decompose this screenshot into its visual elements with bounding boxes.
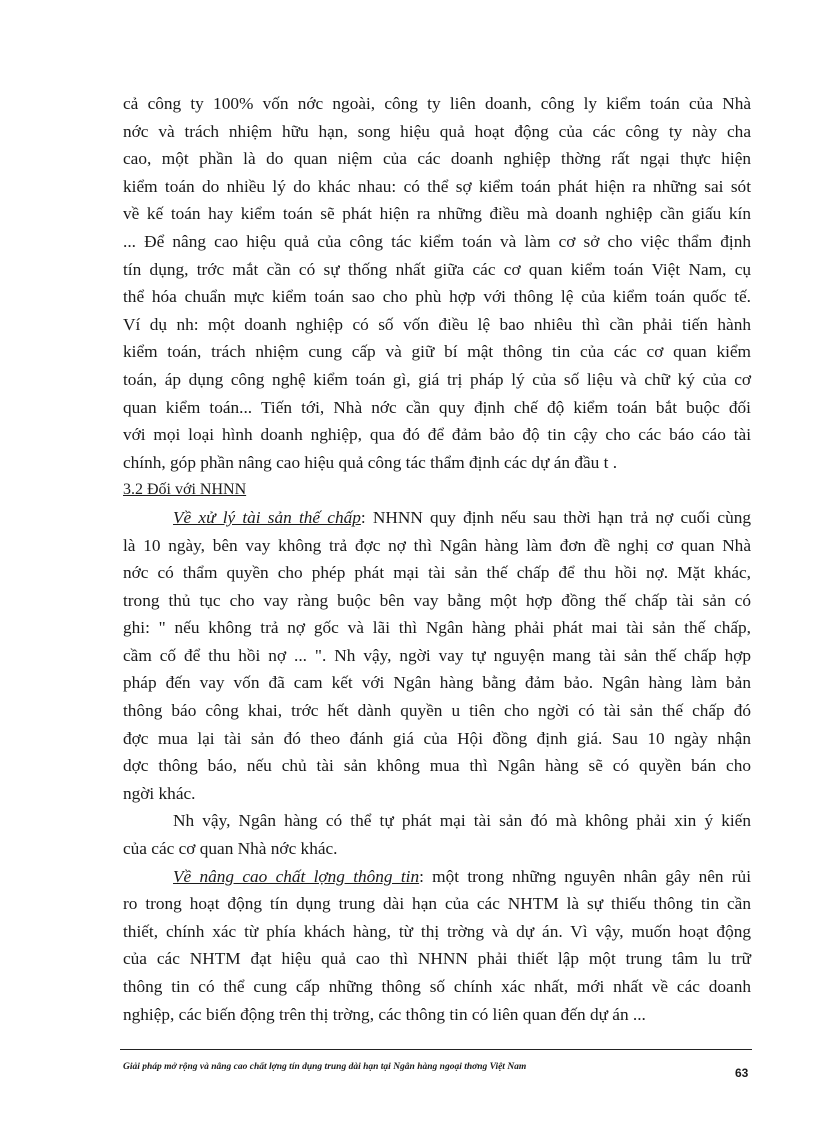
- text-line: thể hóa chuẩn mực kiểm toán sao cho phù hợp với thông lệ của kiểm toán quốc tế.: [123, 287, 751, 307]
- text-line: pháp đến vay vốn đã cam kết với Ngân hàng bằng đảm bảo. Ngân hàng làm bản: [123, 673, 751, 693]
- text-line: ngời khác.: [123, 783, 196, 803]
- text-line: quan kiểm toán... Tiến tới, Nhà nớc cần quy định chế độ kiểm toán bắt buộc đối: [123, 397, 751, 417]
- subsection-label: Về xử lý tài sản thế chấp: [173, 507, 361, 527]
- text-line: kiểm toán do nhiều lý do khác nhau: có thể sợ kiểm toán phát hiện ra những sai sót: [123, 176, 751, 196]
- paragraph-audit: [123, 90, 751, 476]
- text-line: nghiệp, các biến động trên thị trờng, các thông tin có liên quan đến dự án ...: [123, 1004, 646, 1024]
- text-line: của các NHTM đạt hiệu quả cao thì NHNN phải thiết lập một trung tâm lu trữ: [123, 949, 751, 969]
- text-line: về kế toán hay kiểm toán sẽ phát hiện ra những điều mà doanh nghiệp cần giấu kín: [123, 204, 751, 224]
- subsection-label: Về nâng cao chất lợng thông tin: [173, 866, 420, 886]
- text-line: thiết, chính xác từ phía khách hàng, từ thị trờng và dự án. Vì vậy, muốn hoạt động: [123, 921, 751, 941]
- text-line: cả công ty 100% vốn nớc ngoài, công ty liên doanh, công ly kiểm toán của Nhà: [123, 94, 751, 113]
- section-heading: 3.2 Đối với NHNN: [123, 481, 247, 499]
- text-line: dợc thông báo, nếu chủ tài sản không mua thì Ngân hàng sẽ có quyền bán cho: [123, 756, 751, 776]
- footer-caption: Giải pháp mở rộng và nâng cao chất lợng tín dụng trung dài hạn tại Ngân hàng ngoại thơng Việt Nam: [123, 1062, 527, 1072]
- text-line: của các cơ quan Nhà nớc khác.: [123, 839, 338, 859]
- text-line: cầm cố để thu hồi nợ ... ". Nh vậy, ngời vay tự nguyện mang tài sản thế chấp hợp: [123, 645, 751, 665]
- body-text: [123, 90, 751, 1028]
- footer-divider: [120, 1049, 752, 1050]
- text-line: ghi: " nếu không trả nợ gốc và lãi thì Ngân hàng phải phát mai tài sản thế chấp,: [123, 618, 751, 638]
- text-line: Nh vậy, Ngân hàng có thể tự phát mại tài sản đó mà không phải xin ý kiến: [173, 811, 751, 831]
- text-line: nớc có thẩm quyền cho phép phát mại tài sản thế chấp để thu hồi nợ. Mặt khác,: [123, 563, 751, 583]
- text-line: kiểm toán, trách nhiệm cung cấp và giữ bí mật thông tin của các cơ quan kiểm: [123, 342, 751, 362]
- text-span: : NHNN quy định nếu sau thời hạn trả nợ cuối cùng: [360, 507, 752, 527]
- page-number: 63: [735, 1066, 749, 1080]
- text-line: Ví dụ nh: một doanh nghiệp có số vốn điều lệ bao nhiêu thì cần phải tiến hành: [123, 314, 751, 334]
- text-line: đợc mua lại tài sản đó theo đánh giá của Hội đồng định giá. Sau 10 ngày nhận: [123, 728, 751, 748]
- text-line: với mọi loại hình doanh nghiệp, qua đó để đảm bảo độ tin cậy cho các báo cáo tài: [123, 425, 751, 445]
- text-line: ro trong hoạt động tín dụng trung dài hạn của các NHTM là sự thiếu thông tin cần: [123, 894, 751, 914]
- text-line: thông tin có thể cung cấp những thông số chính xác nhất, mới nhất về các doanh: [123, 977, 751, 996]
- text-line: tín dụng, trớc mắt cần có sự thống nhất giữa các cơ quan kiểm toán Việt Nam, cụ: [123, 259, 751, 279]
- text-line: [123, 863, 751, 891]
- text-line: ... Để nâng cao hiệu quả của công tác kiểm toán và làm cơ sở cho việc thẩm định: [123, 231, 751, 251]
- text-line: cao, một phần là do quan niệm của các doanh nghiệp thờng rất ngại thực hiện: [123, 149, 751, 169]
- paragraph-information: [123, 863, 751, 1029]
- text-span: : một trong những nguyên nhân gây nên rủi: [419, 866, 751, 886]
- text-line: là 10 ngày, bên vay không trả đợc nợ thì Ngân hàng làm đơn đề nghị cơ quan Nhà: [123, 535, 751, 555]
- paragraph-bank-right: [123, 807, 751, 862]
- text-line: thông báo công khai, trớc hết dành quyền u tiên cho ngời có tài sản thế chấp đó: [123, 701, 751, 721]
- text-line: chính, góp phần nâng cao hiệu quả công tác thẩm định các dự án đầu t .: [123, 452, 618, 472]
- text-line: nớc và trách nhiệm hữu hạn, song hiệu quả hoạt động của các công ty này cha: [123, 121, 751, 141]
- text-line: [123, 504, 751, 532]
- text-line: trong thủ tục cho vay ràng buộc bên vay bằng một hợp đồng thế chấp tài sản có: [123, 590, 751, 610]
- paragraph-collateral: [123, 504, 751, 808]
- text-line: toán, áp dụng công nghệ kiểm toán gì, giá trị pháp lý của số liệu và chữ ký của cơ: [123, 369, 751, 389]
